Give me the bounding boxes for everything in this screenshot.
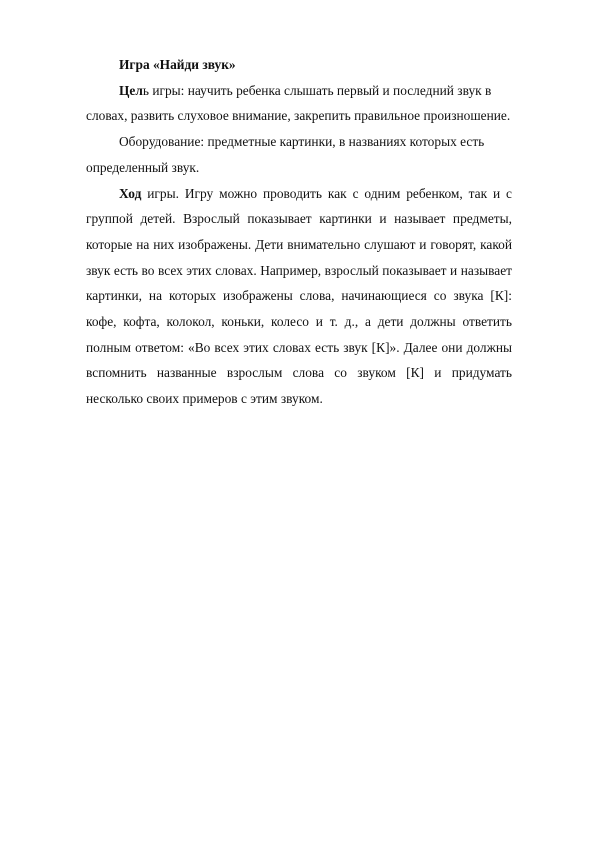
goal-paragraph <box>86 78 512 129</box>
document-body <box>86 52 512 412</box>
procedure-paragraph <box>86 181 512 412</box>
goal-text: ь игры: научить ребенка слышать первый и последний звук в словах, развить слуховое внимание, закрепить правильное произношение. <box>86 82 511 124</box>
procedure-text: игры. Игру можно проводить как с одним ребенком, так и с группой детей. Взрослый показывает картинки и называет предметы, которые на них изображены. Дети внимательно слушают и говорят, какой звук есть во всех этих словах. Например, взрослый показывает и называет картинки, на которых изображены слова, начинающиеся со звука [К]: кофе, кофта, колокол, коньки, колесо и т. д., а дети должны ответить полным ответом: «Во всех этих словах есть звук [К]». Далее они должны вспомнить названные взрослым слова со звуком [К] и придумать несколько своих примеров с этим звуком. <box>86 185 512 407</box>
equipment-paragraph <box>86 129 512 180</box>
procedure-lead: Ход <box>119 185 142 201</box>
page-title <box>86 52 512 78</box>
goal-lead: Цел <box>119 82 143 98</box>
equipment-text: Оборудование: предметные картинки, в названиях которых есть определенный звук. <box>86 134 485 175</box>
title-text: Игра «Найди звук» <box>119 57 236 72</box>
